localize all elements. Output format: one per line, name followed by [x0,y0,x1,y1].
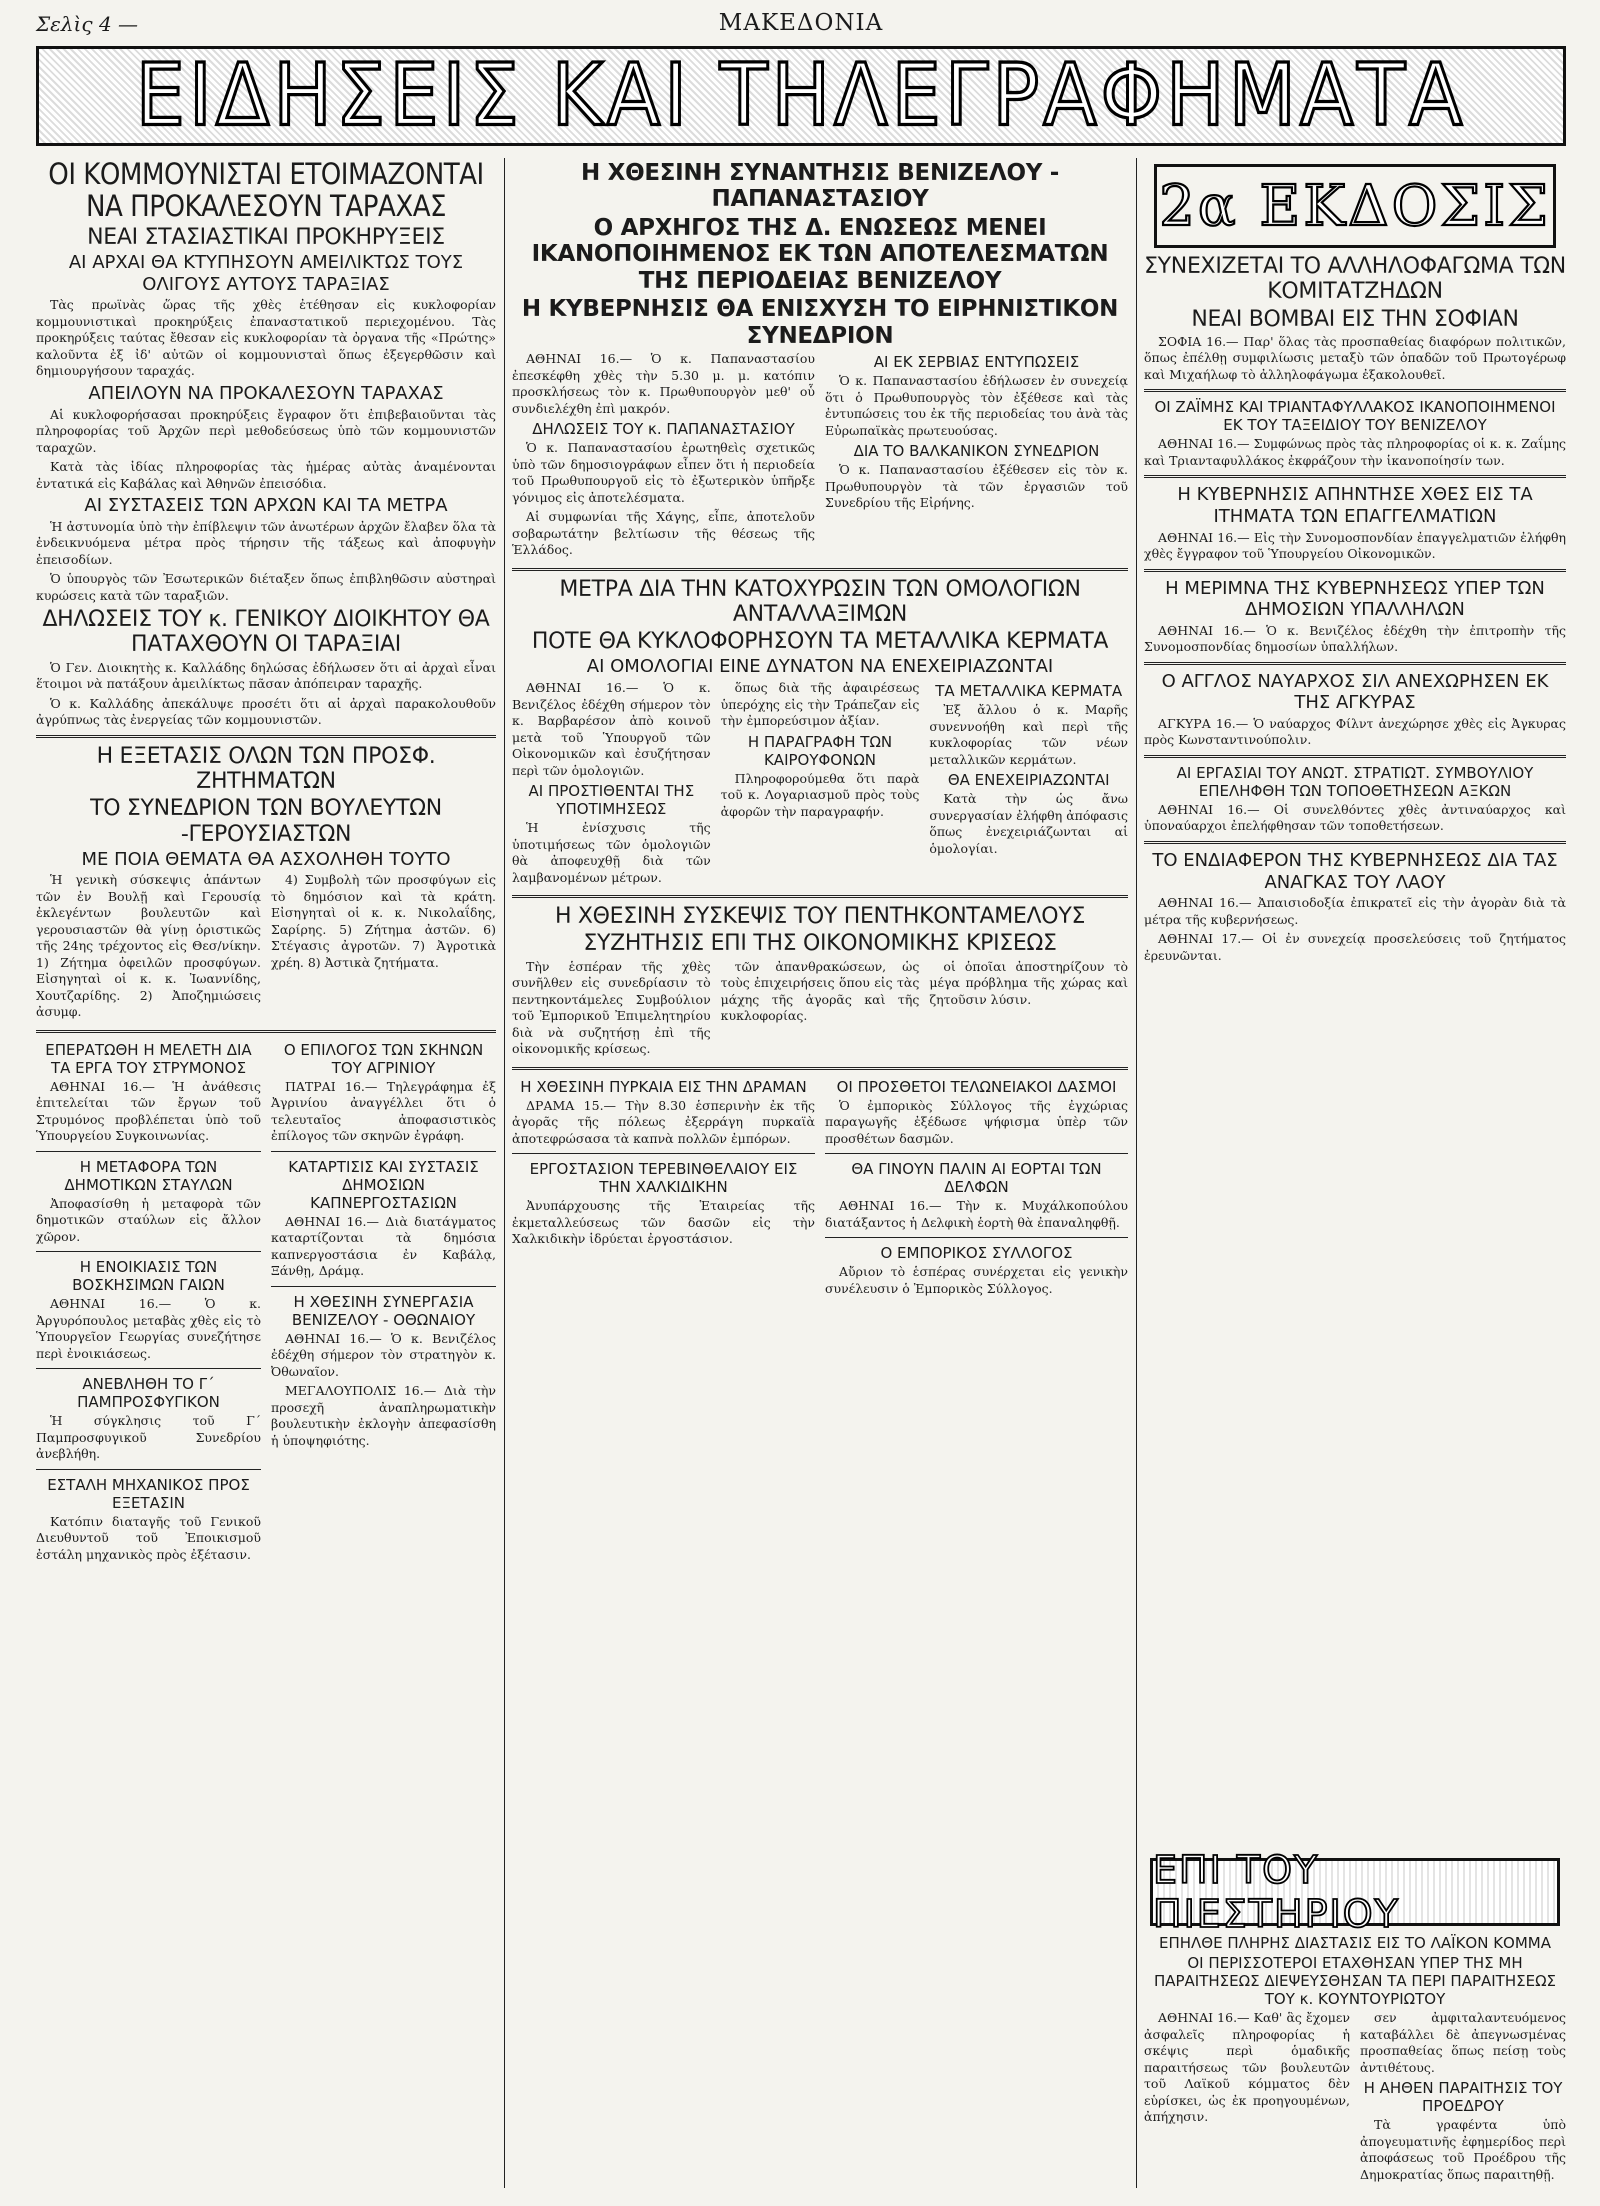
column-1 [36,158,496,2188]
short-news-columns [512,1076,1128,1301]
subheadline: Η ΚΥΒΕΡΝΗΣΙΣ ΘΑ ΕΝΙΣΧΥΣΗ ΤΟ ΕΙΡΗΝΙΣΤΙΚΟΝ ΣΥΝΕΔΡΙΟΝ [521,296,1119,349]
section-heading: ΟΙ ΠΡΟΣΘΕΤΟΙ ΤΕΛΩΝΕΙΑΚΟΙ ΔΑΣΜΟΙ [836,1077,1117,1096]
headline: ΣΥΝΕΧΙΖΕΤΑΙ ΤΟ ΑΛΛΗΛΟΦΑΓΩΜΑ ΤΩΝ ΚΟΜΙΤΑΤΖΗΔΩΝ [1144,254,1566,305]
divider [1144,569,1566,572]
headline: ΕΠΗΛΘΕ ΠΛΗΡΗΣ ΔΙΑΣΤΑΣΙΣ ΕΙΣ ΤΟ ΛΑΪΚΟΝ ΚΟΜΜΑ [1159,1934,1551,1952]
divider [1144,662,1566,665]
article-text: 4) Συμβολὴ τῶν προσφύγων εἰς τὸ δημόσιον καὶ τὰ κράτη. Εἰσηγηταὶ οἱ κ. κ. Νικολαΐδης, Σαρίρης. 5) Ζήτημα ἀστῶν. 6) Στέγασις ἀγροτῶν. 7) Ἀγροτικὰ χρέη. 8) Ἀστικὰ ζητήματα. [271,872,496,970]
article-text: Κατόπιν διαταγῆς τοῦ Γενικοῦ Διευθυντοῦ τοῦ Ἐποικισμοῦ ἐστάλη μηχανικὸς πρὸς ἐξέτασιν. [36,1513,261,1562]
article-fifty-member-council [512,904,1128,1061]
section-heading: ΟΙ ΖΑΪΜΗΣ ΚΑΙ ΤΡΙΑΝΤΑΦΥΛΛΑΚΟΣ ΙΚΑΝΟΠΟΙΗΜΕΝΟΙ ΕΚ ΤΟΥ ΤΑΞΕΙΔΙΟΥ ΤΟΥ ΒΕΝΙΖΕΛΟΥ [1154,398,1556,435]
article-text: ΑΘΗΝΑΙ 16.— Ὁ κ. Βενιζέλος ἐδέχθη τὴν ἐπιτροπὴν τῆς Συνομοσπονδίας δημοσίων ὑπαλλήλων. [1144,622,1566,655]
article-communists [36,158,496,729]
divider [36,735,496,738]
article-text: Αἱ συμφωνίαι τῆς Χάγης, εἶπε, ἀποτελοῦν σοβαρωτάτην βελτίωσιν τῆς θέσεως τῆς Ἑλλάδος. [512,509,815,558]
article-text: ΑΘΗΝΑΙ 16.— Οἱ συνελθόντες χθὲς ἀντιναύαρχος καὶ ὑποναύαρχοι ἐπελήφθησαν τῶν τοποθετήσεων. [1144,801,1566,834]
article-text: ΑΘΗΝΑΙ 16.— Ὁ κ. Παπαναστασίου ἐπεσκέφθη χθὲς τὴν 5.30 μ. μ. κατόπιν προσκλήσεως τὸν κ. Πρωθυπουργὸν μεθ' οὗ συνδιελέχθη ἐπὶ μακρόν. [512,351,815,416]
article-columns [512,680,1128,889]
article-text: ΑΘΗΝΑΙ 16.— Εἰς τὴν Συνομοσπονδίαν ἐπαγγελματιῶν ἐλήφθη χθὲς ἔγγραφον τοῦ Ὑπουργείου Οἰκονομικῶν. [1144,529,1566,562]
section-heading: ΑΙ ΣΥΣΤΑΣΕΙΣ ΤΩΝ ΑΡΧΩΝ ΚΑΙ ΤΑ ΜΕΤΡΑ [84,495,448,517]
article-text: Πληροφορούμεθα ὅτι παρὰ τοῦ κ. Λογαριασμοῦ πρὸς τοὺς ἀφορῶν τὴν παραγραφήν. [720,770,920,819]
divider [1144,475,1566,478]
article-text: ΑΘΗΝΑΙ 16.— Ἡ ἀνάθεσις ἐπιτελείται τῶν ἔργων τοῦ Στρυμόνος προβλέπεται ὑπὸ τοῦ Ὑπουργείου Συγκοινωνίας. [36,1078,261,1144]
section-heading: Η ΑΗΘΕΝ ΠΑΡΑΙΤΗΣΙΣ ΤΟΥ ΠΡΟΕΔΡΟΥ [1363,2079,1563,2115]
divider [36,1469,261,1470]
short-news-columns [36,1039,496,1567]
article-text: Ὁ κ. Παπαναστασίου ἐδήλωσεν ἐν συνεχείᾳ ὅτι ὁ Πρωθυπουργὸς τὸν ἐξέθεσε καὶ τὰς ἐντυπώσεις του ἐκ τῆς περιοδείας του ἀνὰ τὰς Εὐρωπαϊκὰς πρωτευούσας. [825,373,1128,438]
divider [1144,755,1566,758]
divider [512,895,1128,898]
article-congress [36,744,496,1024]
article-text: τῶν ἀπανθρακώσεων, ὡς τοὺς ἐπιχειρήσεις ὅπου εἰς τὰς μάχης τῆς ἀγορᾶς καὶ τῆς κυκλοφορίας. [720,958,920,1024]
section-heading: Η ΜΕΤΑΦΟΡΑ ΤΩΝ ΔΗΜΟΤΙΚΩΝ ΣΤΑΥΛΩΝ [64,1157,233,1194]
divider [512,568,1128,571]
page-number: Σελὶς 4 — [36,12,139,36]
divider [36,1251,261,1252]
section-heading: Η ΧΘΕΣΙΝΗ ΣΥΝΕΡΓΑΣΙΑ ΒΕΝΙΖΕΛΟΥ - ΟΘΩΝΑΙΟΥ [291,1292,476,1329]
article-text: Κατὰ τὰς ἰδίας πληροφορίας τὰς ἡμέρας αὐτὰς ἀναμένονται ἐντατικά εἰς Καβάλας καὶ Ἀθηνῶν ἐπεισόδια. [36,459,496,491]
section-heading: ΘΑ ΕΝΕΧΕΙΡΙΑΖΩΝΤΑΙ [947,771,1110,790]
section-heading: ΔΗΛΩΣΕΙΣ ΤΟΥ κ. ΓΕΝΙΚΟΥ ΔΙΟΙΚΗΤΟΥ ΘΑ ΠΑΤΑΧΘΟΥΝ ΟΙ ΤΑΡΑΞΙΑΙ [42,607,490,658]
divider [271,1286,496,1287]
article-text: Ἀνυπάρχουσης τῆς Ἑταιρείας τῆς ἐκμεταλλεύσεως τῶν δασῶν εἰς τὴν Χαλκιδικὴν ἱδρύεται ἐργοστάσιον. [512,1198,815,1247]
section-heading: ΔΙΑ ΤΟ ΒΑΛΚΑΝΙΚΟΝ ΣΥΝΕΔΡΙΟΝ [853,442,1100,461]
section-heading: Η ΧΘΕΣΙΝΗ ΠΥΡΚΑΙΑ ΕΙΣ ΤΗΝ ΔΡΑΜΑΝ [520,1077,807,1096]
article-columns [1144,2010,1566,2186]
article-text: Τὴν ἑσπέραν τῆς χθὲς συνῆλθεν εἰς συνεδρίασιν τὸ πεντηκοντάμελες Συμβούλιον τοῦ Ἐμπορικοῦ Ἐπιμελητηρίου διὰ νὰ συζητήσῃ ἐπὶ τῆς οἰκονομικῆς κρίσεως. [512,958,711,1057]
article-text: Κατὰ τὴν ὡς ἄνω συνεργασίαν ἐλήφθη ἀπόφασις ὅπως ἐνεχειριάζωνται αἱ ὁμολογίαι. [929,791,1128,856]
article-text: ΑΘΗΝΑΙ 16.— Συμφώνως πρὸς τὰς πληροφορίας οἱ κ. κ. Ζαΐμης καὶ Τριανταφυλλάκος ἐκφράζουν τὴν ἱκανοποίησίν των. [1144,436,1566,468]
section-heading: Η ΕΝΟΙΚΙΑΣΙΣ ΤΩΝ ΒΟΣΚΗΣΙΜΩΝ ΓΑΙΩΝ [72,1258,225,1295]
section-heading: ΑΙ ΠΡΟΣΤΙΘΕΝΤΑΙ ΤΗΣ ΥΠΟΤΙΜΗΣΕΩΣ [528,782,695,819]
article-text: ΑΘΗΝΑΙ 16.— Ὁ κ. Βενιζέλος ἐδέχθη σήμερον τὸν κ. Βαρβαρέσον ἀπὸ κοινοῦ μετὰ τοῦ Ὑπουργοῦ τῶν Οἰκονομικῶν καὶ ἐσυζήτησαν περὶ τῶν ὁμολογιῶν. [512,680,711,778]
subheadline: Ο ΑΡΧΗΓΟΣ ΤΗΣ Δ. ΕΝΩΣΕΩΣ ΜΕΝΕΙ ΙΚΑΝΟΠΟΙΗΜΕΝΟΣ ΕΚ ΤΩΝ ΑΠΟΤΕΛΕΣΜΑΤΩΝ ΤΗΣ ΠΕΡΙΟΔΕΙΑΣ ΒΕΝΙΖΕΛΟΥ [531,214,1109,294]
article-text: ΑΘΗΝΑΙ 16.— Καθ' ἃς ἔχομεν ἀσφαλεῖς πληροφορίας ἡ σκέψις περὶ ὁμαδικῆς παραιτήσεως τῶν βουλευτῶν τοῦ Λαϊκοῦ κόμματος δὲν εὑρίσκει, ὡς ἐκ προηγουμένων, ἀπήχησιν. [1144,2010,1350,2124]
section-heading: Ο ΑΓΓΛΟΣ ΝΑΥΑΡΧΟΣ ΣΙΛ ΑΝΕΧΩΡΗΣΕΝ ΕΚ ΤΗΣ ΑΓΚΥΡΑΣ [1161,670,1549,714]
article-text: Ὁ ὑπουργὸς τῶν Ἐσωτερικῶν διέταξεν ὅπως ἐπιβληθῶσιν αὐστηραὶ κυρώσεις κατὰ τῶν ταραξιῶν. [36,571,496,603]
article-text: Τὰ γραφέντα ὑπὸ ἀπογευματινῆς ἐφημερίδος περὶ ἀποφάσεως τοῦ Προέδρου τῆς Δημοκρατίας ὅπως παραιτηθῇ. [1360,2117,1566,2182]
second-edition-label: 2α ΕΚΔΟΣΙΣ [1159,173,1551,239]
article-text: Ἡ γενικὴ σύσκεψις ἁπάντων τῶν ἐν Βουλῇ καὶ Γερουσίᾳ ἐκλεγέντων βουλευτῶν καὶ γερουσιαστῶν θὰ γίνῃ ὁριστικῶς τῆς 24ης τρέχοντος εἰς Θεσ/νίκην. 1) Ζήτημα ὀφειλῶν προσφύγων. Εἰσηγηταὶ οἱ κ. κ. Ἰωαννίδης, Χουτζαρίδης. 2) Ἀποζημιώσεις ἀσυμφ. [36,872,261,1020]
section-heading: Η ΜΕΡΙΜΝΑ ΤΗΣ ΚΥΒΕΡΝΗΣΕΩΣ ΥΠΕΡ ΤΩΝ ΔΗΜΟΣΙΩΝ ΥΠΑΛΛΗΛΩΝ [1165,577,1545,621]
article-text: ΑΓΚΥΡΑ 16.— Ὁ ναύαρχος Φίλντ ἀνεχώρησε χθὲς εἰς Ἀγκυρας πρὸς Κωνσταντινούπολιν. [1144,715,1566,748]
subheadline: ΝΕΑΙ ΣΤΑΣΙΑΣΤΙΚΑΙ ΠΡΟΚΗΡΥΞΕΙΣ [87,224,445,250]
second-edition-box [1154,164,1556,248]
divider [36,1368,261,1369]
section-banner [36,46,1566,146]
article-columns [512,351,1128,562]
headline: Η ΧΘΕΣΙΝΗ ΣΥΝΑΝΤΗΣΙΣ ΒΕΝΙΖΕΛΟΥ - ΠΑΠΑΝΑΣΤΑΣΙΟΥ [580,160,1060,213]
divider [1144,389,1566,392]
divider [1144,841,1566,844]
divider [271,1151,496,1152]
article-text: ΣΟΦΙΑ 16.— Παρ' ὅλας τὰς προσπαθείας διαφόρων πολιτικῶν, ὅπως ἐπέλθῃ συμφιλίωσις μεταξὺ τῶν ὀπαδῶν τοῦ Πρωτογέρωφ καὶ Μιχαήλωφ τὸ ἀλληλοφάγωμα ἐξακολουθεῖ. [1144,333,1566,382]
article-text: Αἱ κυκλοφορήσασαι προκηρύξεις ἔγραφον ὅτι ἐπιβεβαιοῦνται τὰς πληροφορίας τοῦ Ἀρχῶν περὶ μεθοδεύσεως ὑπὸ τῶν κομμουνιστῶν ταραχῶν. [36,406,496,455]
newspaper-name: ΜΑΚΕΔΟΝΙΑ [718,10,884,36]
article-bonds [512,577,1128,889]
column-rule [504,158,505,2188]
article-text: ΑΘΗΝΑΙ 16.— Διὰ διατάγματος καταρτίζονται τὰ δημόσια καπνεργοστάσια ἐν Καβάλᾳ, Ξάνθῃ, Δράμᾳ. [271,1213,496,1279]
article-text: Ἀποφασίσθη ἡ μεταφορὰ τῶν δημοτικῶν σταύλων εἰς ἄλλον χῶρον. [36,1195,261,1244]
article-columns [36,872,496,1024]
section-heading: ΕΠΕΡΑΤΩΘΗ Η ΜΕΛΕΤΗ ΔΙΑ ΤΑ ΕΡΓΑ ΤΟΥ ΣΤΡΥΜΟΝΟΣ [45,1040,252,1077]
article-text: Ὁ κ. Παπαναστασίου ἐξέθεσεν εἰς τὸν κ. Πρωθυπουργὸν τὰ τῶν ἐργασιῶν τοῦ Συνεδρίου τῆς Εἰρήνης. [825,462,1128,511]
press-box-label: ΕΠΙ ΤΟΥ ΠΙΕΣΤΗΡΙΟΥ [1153,1850,1400,1936]
masthead [36,10,1566,40]
article-text: Αὔριον τὸ ἑσπέρας συνέρχεται εἰς γενικὴν συνέλευσιν ὁ Ἐμπορικὸς Σύλλογος. [825,1264,1128,1296]
divider [825,1153,1128,1154]
section-heading: ΕΡΓΟΣΤΑΣΙΟΝ ΤΕΡΕΒΙΝΘΕΛΑΙΟΥ ΕΙΣ ΤΗΝ ΧΑΛΚΙΔΙΚΗΝ [529,1160,798,1197]
section-heading: ΕΣΤΑΛΗ ΜΗΧΑΝΙΚΟΣ ΠΡΟΣ ΕΞΕΤΑΣΙΝ [47,1475,250,1512]
article-text: Ἡ ἐνίσχυσις τῆς ὑποτιμήσεως τῶν ὁμολογιῶν θὰ ἀποφευχθῇ διὰ τῶν λαμβανομένων μέτρων. [512,820,711,885]
section-banner-title: ΕΙΔΗΣΕΙΣ ΚΑΙ ΤΗΛΕΓΡΑΦΗΜΑΤΑ [135,46,1467,146]
subheadline: ΑΙ ΟΜΟΛΟΓΙΑΙ ΕΙΝΕ ΔΥΝΑΤΟΝ ΝΑ ΕΝΕΧΕΙΡΙΑΖΩΝΤΑΙ [586,656,1054,678]
section-heading: ΑΝΕΒΛΗΘΗ ΤΟ Γ΄ ΠΑΜΠΡΟΣΦΥΓΙΚΟΝ [77,1375,220,1412]
section-heading: ΔΗΛΩΣΕΙΣ ΤΟΥ κ. ΠΑΠΑΝΑΣΤΑΣΙΟΥ [532,420,795,439]
headline: Η ΕΞΕΤΑΣΙΣ ΟΛΩΝ ΤΩΝ ΠΡΟΣΦ. ΖΗΤΗΜΑΤΩΝ [96,743,436,794]
press-section [1144,1850,1566,2190]
subheadline: ΝΕΑΙ ΒΟΜΒΑΙ ΕΙΣ ΤΗΝ ΣΟΦΙΑΝ [1191,306,1519,332]
article-text: ΑΘΗΝΑΙ 16.— Ὁ κ. Ἀργυρόπουλος μεταβὰς χθὲς εἰς τὸ Ὑπουργεῖον Γεωργίας συνεζήτησε περὶ ἐνοικιάσεως. [36,1296,261,1361]
article-komitadjis [1144,254,1566,383]
section-heading: Ο ΕΜΠΟΡΙΚΟΣ ΣΥΛΛΟΓΟΣ [880,1244,1073,1263]
divider [512,1153,815,1154]
section-heading: ΤΑ ΜΕΤΑΛΛΙΚΑ ΚΕΡΜΑΤΑ [935,682,1123,701]
divider [36,1151,261,1152]
divider [825,1237,1128,1238]
article-text: Ἡ ἀστυνομία ὑπὸ τὴν ἐπίβλεψιν τῶν ἀνωτέρων ἀρχῶν ἔλαβεν ὅλα τὰ ἐνδεικνυόμενα μέτρα πρὸς τήρησιν τῆς τάξεως καὶ ἀποφυγὴν ἐπεισοδίων. [36,518,496,567]
section-heading: ΚΑΤΑΡΤΙΣΙΣ ΚΑΙ ΣΥΣΤΑΣΙΣ ΔΗΜΟΣΙΩΝ ΚΑΠΝΕΡΓΟΣΤΑΣΙΩΝ [288,1157,479,1212]
headline: ΟΙ ΚΟΜΜΟΥΝΙΣΤΑΙ ΕΤΟΙΜΑΖΟΝΤΑΙ ΝΑ ΠΡΟΚΑΛΕΣΟΥΝ ΤΑΡΑΧΑΣ [48,158,484,224]
press-box [1150,1850,1560,1936]
section-heading: Ο ΕΠΙΛΟΓΟΣ ΤΩΝ ΣΚΗΝΩΝ ΤΟΥ ΑΓΡΙΝΙΟΥ [283,1040,484,1077]
article-columns [512,959,1128,1061]
article-text: ΑΘΗΝΑΙ 17.— Οἱ ἐν συνεχείᾳ προσελεύσεις τοῦ ζητήματος ἐρευνῶνται. [1144,931,1566,963]
article-text: ΜΕΓΑΛΟΥΠΟΛΙΣ 16.— Διὰ τὴν προσεχῆ ἀναπληρωματικὴν βουλευτικὴν ἐκλογὴν ἀπεφασίσθη ἡ ὑποψηφιότης. [271,1383,496,1448]
section-heading: ΘΑ ΓΙΝΟΥΝ ΠΑΛΙΝ ΑΙ ΕΟΡΤΑΙ ΤΩΝ ΔΕΛΦΩΝ [851,1160,1102,1197]
divider [36,1030,496,1033]
article-text: ΑΘΗΝΑΙ 16.— Ἀπαισιοδοξία ἐπικρατεῖ εἰς τὴν ἀγορὰν διὰ τὰ μέτρα τῆς κυβερνήσεως. [1144,895,1566,927]
article-text: σεν ἀμφιταλαντευόμενος καταβάλλει δὲ ἀπεγνωσμένας προσπαθείας ὅπως πείσῃ τοὺς ἀντιθέτους. [1360,2010,1566,2075]
subheadline: ΤΟ ΣΥΝΕΔΡΙΟΝ ΤΩΝ ΒΟΥΛΕΥΤΩΝ -ΓΕΡΟΥΣΙΑΣΤΩΝ [90,796,442,847]
section-heading: ΑΙ ΕΡΓΑΣΙΑΙ ΤΟΥ ΑΝΩΤ. ΣΤΡΑΤΙΩΤ. ΣΥΜΒΟΥΛΙΟΥ ΕΠΕΛΗΦΘΗ ΤΩΝ ΤΟΠΟΘΕΤΗΣΕΩΝ ΑΞΚΩΝ [1176,763,1534,800]
article-text: Ὁ Γεν. Διοικητὴς κ. Καλλάδης δηλώσας ἐδήλωσεν ὅτι αἱ ἀρχαὶ εἶναι ἕτοιμοι νὰ πατάξουν ἀμειλίκτως πᾶσαν ἀπόπειραν ταραχῆς. [36,659,496,692]
article-venizelos-papanastasiou [512,160,1128,562]
article-text: οἱ ὁποῖαι ἀποστηρίζουν τὸ μέγα πρόβλημα τῆς χώρας καὶ ζητοῦσιν λύσιν. [929,958,1128,1007]
subheadline: ΑΙ ΑΡΧΑΙ ΘΑ ΚΤΥΠΗΣΟΥΝ ΑΜΕΙΛΙΚΤΩΣ ΤΟΥΣ ΟΛΙΓΟΥΣ ΑΥΤΟΥΣ ΤΑΡΑΞΙΑΣ [68,252,464,295]
divider [512,1067,1128,1070]
headline: Η ΧΘΕΣΙΝΗ ΣΥΣΚΕΨΙΣ ΤΟΥ ΠΕΝΤΗΚΟΝΤΑΜΕΛΟΥΣ [554,904,1086,930]
article-text: Ὁ κ. Καλλάδης ἀπεκάλυψε προσέτι ὅτι αἱ ἀρχαὶ παρακολουθοῦν ἀγρύπνως τὰς ἐνεργείας τῶν κομμουνιστῶν. [36,695,496,728]
article-text: Ἡ σύγκλησις τοῦ Γ΄ Παμπροσφυγικοῦ Συνεδρίου ἀνεβλήθη. [36,1413,261,1462]
subheadline: ΣΥΖΗΤΗΣΙΣ ΕΠΙ ΤΗΣ ΟΙΚΟΝΟΜΙΚΗΣ ΚΡΙΣΕΩΣ [583,931,1057,957]
subheadline: ΟΙ ΠΕΡΙΣΣΟΤΕΡΟΙ ΕΤΑΧΘΗΣΑΝ ΥΠΕΡ ΤΗΣ ΜΗ ΠΑΡΑΙΤΗΣΕΩΣ ΔΙΕΨΕΥΣΘΗΣΑΝ ΤΑ ΠΕΡΙ ΠΑΡΑΙΤΗΣΕΩΣ ΤΟΥ κ. ΚΟΥΝΤΟΥΡΙΩΤΟΥ [1153,1954,1557,2008]
article-text: Τὰς πρωϊνὰς ὥρας τῆς χθὲς ἐτέθησαν εἰς κυκλοφορίαν κομμουνιστικαὶ προκηρύξεις ἐπαναστατικοῦ περιεχομένου. Τὰς προκηρύξεις ταύτας ἔθεσαν εἰς κυκλοφορίαν τὰ ὀργανα τῆς «Πρώτης» καλοῦντα ἐξ ἰδ' αὐτῶν οἱ κομμουνισταὶ ὅπως ἐξεγερθῶσιν καὶ δημιουργήσουν ταραχάς. [36,297,496,379]
article-text: ὅπως διὰ τῆς ἀφαιρέσεως ὑπερόχης εἰς τὴν Τράπεζαν εἰς τὴν ἐμπορεύσιμον ἀξίαν. [720,680,920,729]
column-rule [1136,158,1137,2188]
headline: ΜΕΤΡΑ ΔΙΑ ΤΗΝ ΚΑΤΟΧΥΡΩΣΙΝ ΤΩΝ ΟΜΟΛΟΓΙΩΝ ΑΝΤΑΛΛΑΞΙΜΩΝ [559,576,1081,627]
article-text: ΑΘΗΝΑΙ 16.— Ὁ κ. Βενιζέλος ἐδέχθη σήμερον τὸν στρατηγὸν κ. Ὀθωναῖον. [271,1330,496,1379]
subheadline: ΜΕ ΠΟΙΑ ΘΕΜΑΤΑ ΘΑ ΑΣΧΟΛΗΘΗ ΤΟΥΤΟ [81,848,451,870]
article-text: Ἐξ ἄλλου ὁ κ. Μαρῆς συνεννοήθη καὶ περὶ τῆς κυκλοφορίας τῶν νέων μεταλλικῶν κερμάτων. [929,702,1128,767]
section-heading: ΑΠΕΙΛΟΥΝ ΝΑ ΠΡΟΚΑΛΕΣΟΥΝ ΤΑΡΑΧΑΣ [88,382,444,404]
article-text: ΠΑΤΡΑΙ 16.— Τηλεγράφημα ἐξ Ἀγρινίου ἀναγγέλλει ὅτι ὁ τελευταῖος ἀποφασιστικὸς ἐπίλογος τῶν σκηνῶν ἐγράφη. [271,1078,496,1144]
section-heading: Η ΚΥΒΕΡΝΗΣΙΣ ΑΠΗΝΤΗΣΕ ΧΘΕΣ ΕΙΣ ΤΑ ΙΤΗΜΑΤΑ ΤΩΝ ΕΠΑΓΓΕΛΜΑΤΙΩΝ [1177,484,1533,527]
article-text: ΔΡΑΜΑ 15.— Τὴν 8.30 ἑσπερινὴν ἐκ τῆς ἀγορᾶς τῆς πόλεως ἐξερράγη πυρκαϊὰ ἀποτεφρώσασα τὰ καπνὰ πολλῶν ἐμπόρων. [512,1097,815,1146]
section-heading: ΑΙ ΕΚ ΣΕΡΒΙΑΣ ΕΝΤΥΠΩΣΕΙΣ [873,353,1080,372]
article-text: Ὁ ἐμπορικὸς Σύλλογος τῆς ἐγχώριας παραγωγῆς ἐξέδωσε ψήφισμα ὑπὲρ τῶν προσθέτων δασμῶν. [825,1097,1128,1146]
article-text: ΑΘΗΝΑΙ 16.— Τὴν κ. Μυχάλκοπούλου διατάξαντος ἡ Δελφικὴ ἑορτὴ θὰ ἐπαναληφθῇ. [825,1198,1128,1230]
article-text: Ὁ κ. Παπαναστασίου ἐρωτηθεὶς σχετικῶς ὑπὸ τῶν δημοσιογράφων εἶπεν ὅτι ἡ περιοδεία τοῦ Πρωθυπουργοῦ εἰς τὸ ἐξωτερικὸν ὑπῆρξε γόνιμος εἰς ἀποτελέσματα. [512,440,815,505]
section-heading: Η ΠΑΡΑΓΡΑΦΗ ΤΩΝ ΚΑΙΡΟΥΦΟΝΩΝ [747,732,893,769]
column-2 [512,158,1128,2188]
section-heading: ΤΟ ΕΝΔΙΑΦΕΡΟΝ ΤΗΣ ΚΥΒΕΡΝΗΣΕΩΣ ΔΙΑ ΤΑΣ ΑΝΑΓΚΑΣ ΤΟΥ ΛΑΟΥ [1152,849,1558,893]
subheadline: ΠΟΤΕ ΘΑ ΚΥΚΛΟΦΟΡΗΣΟΥΝ ΤΑ ΜΕΤΑΛΛΙΚΑ ΚΕΡΜΑΤΑ [531,629,1109,655]
